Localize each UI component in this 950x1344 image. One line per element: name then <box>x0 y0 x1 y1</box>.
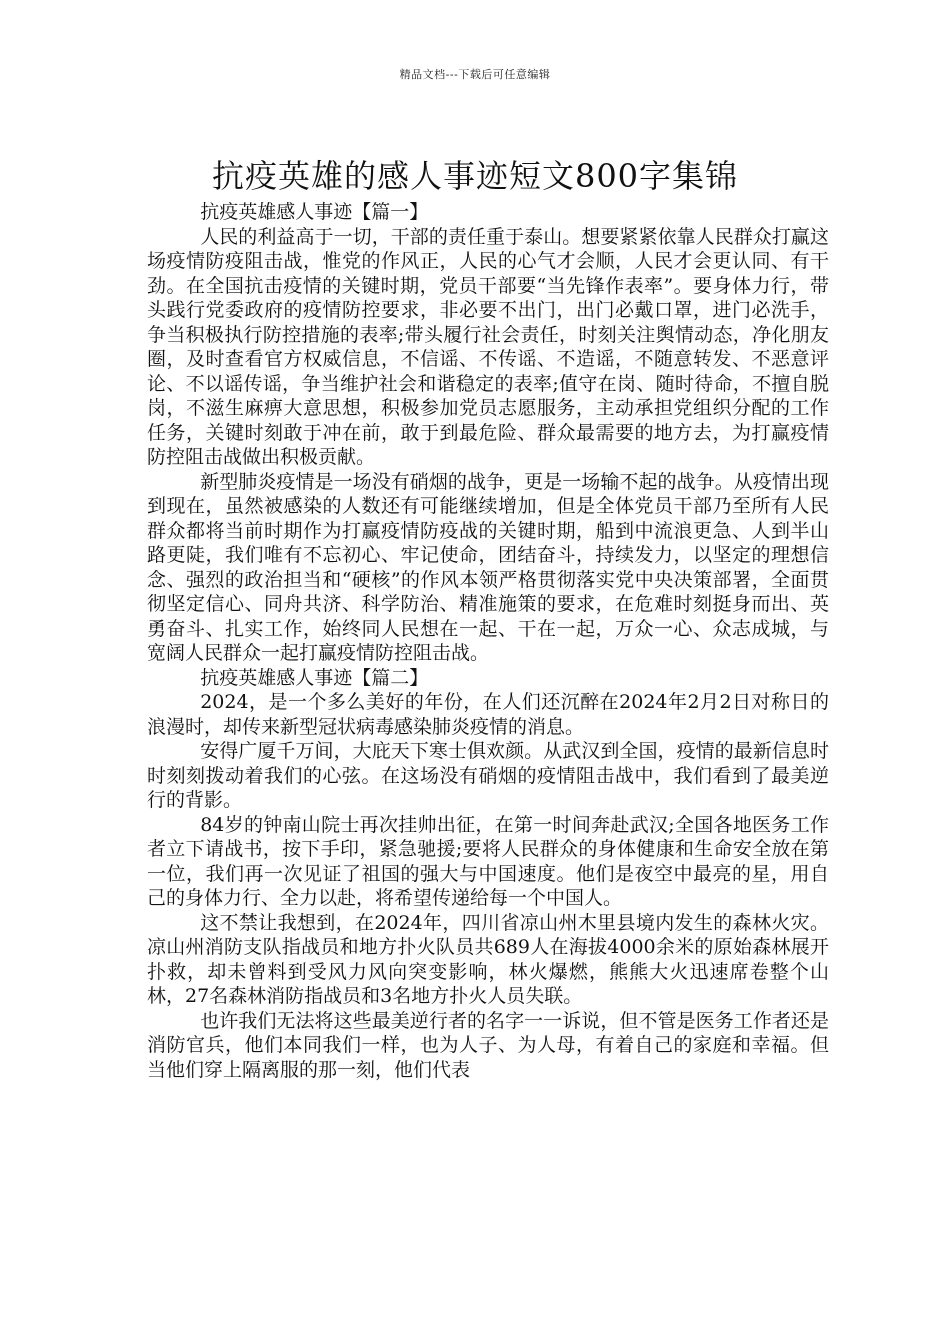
paragraph: 84岁的钟南山院士再次挂帅出征，在第一时间奔赴武汉;全国各地医务工作者立下请战书，按下手印，紧急驰援;要将人民群众的身体健康和生命安全放在第一位，我们再一次见证了祖国的强大与中国速度。他们是夜空中最亮的星，用自己的身体力行、全力以赴，将希望传递给每一个中国人。 <box>147 813 829 909</box>
paragraph: 也许我们无法将这些最美逆行者的名字一一诉说，但不管是医务工作者还是消防官兵，他们本同我们一样，也为人子、为人母，有着自己的家庭和幸福。但当他们穿上隔离服的那一刻，他们代表 <box>147 1009 829 1081</box>
document-title: 抗疫英雄的感人事迹短文800字集锦 <box>211 157 739 196</box>
paragraph: 人民的利益高于一切，干部的责任重于泰山。想要紧紧依靠人民群众打赢这场疫情防疫阻击战，惟党的作风正，人民的心气才会顺，人民才会更认同、有干劲。在全国抗击疫情的关键时期，党员干部要“当先锋作表率”。要身体力行，带头践行党委政府的疫情防控要求，非必要不出门，出门必戴口罩，进门必洗手，争当积极执行防控措施的表率;带头履行社会责任，时刻关注舆情动态，净化朋友圈，及时查看官方权威信息，不信谣、不传谣、不造谣，不随意转发、不恶意评论、不以谣传谣，争当维护社会和谐稳定的表率;值守在岗、随时待命，不擅自脱岗，不滋生麻痹大意思想，积极参加党员志愿服务，主动承担党组织分配的工作任务，关键时刻敢于冲在前，敢于到最危险、群众最需要的地方去，为打赢疫情防控阻击战做出积极贡献。 <box>147 225 829 468</box>
paragraph: 新型肺炎疫情是一场没有硝烟的战争，更是一场输不起的战争。从疫情出现到现在，虽然被感染的人数还有可能继续增加，但是全体党员干部乃至所有人民群众都将当前时期作为打赢疫情防疫战的关键时期，船到中流浪更急、人到半山路更陡，我们唯有不忘初心、牢记使命，团结奋斗，持续发力，以坚定的理想信念、强烈的政治担当和“硬核”的作风本领严格贯彻落实党中央决策部署，全面贯彻坚定信心、同舟共济、科学防治、精准施策的要求，在危难时刻挺身而出、英勇奋斗、扎实工作，始终同人民想在一起、干在一起，万众一心、众志成城，与宽阔人民群众一起打赢疫情防控阻击战。 <box>147 470 829 664</box>
paragraph: 安得广厦千万间，大庇天下寒士俱欢颜。从武汉到全国，疫情的最新信息时时刻刻拨动着我们的心弦。在这场没有硝烟的疫情阻击战中，我们看到了最美逆行的背影。 <box>147 740 829 811</box>
document-body <box>147 200 829 1082</box>
header-note: 精品文档---下载后可任意编辑 <box>399 68 551 81</box>
paragraph: 这不禁让我想到，在2024年，四川省凉山州木里县境内发生的森林火灾。凉山州消防支队指战员和地方扑火队员共689人在海拔4000余米的原始森林展开扑救，却未曾料到受风力风向突变影响，林火爆燃，熊熊大火迅速席卷整个山林，27名森林消防指战员和3名地方扑火人员失联。 <box>147 911 829 1007</box>
paragraph: 2024，是一个多么美好的年份，在人们还沉醉在2024年2月2日对称日的浪漫时，却传来新型冠状病毒感染肺炎疫情的消息。 <box>147 691 829 738</box>
section-heading-2: 抗疫英雄感人事迹【篇二】 <box>200 666 429 689</box>
section-heading-1: 抗疫英雄感人事迹【篇一】 <box>200 201 429 223</box>
